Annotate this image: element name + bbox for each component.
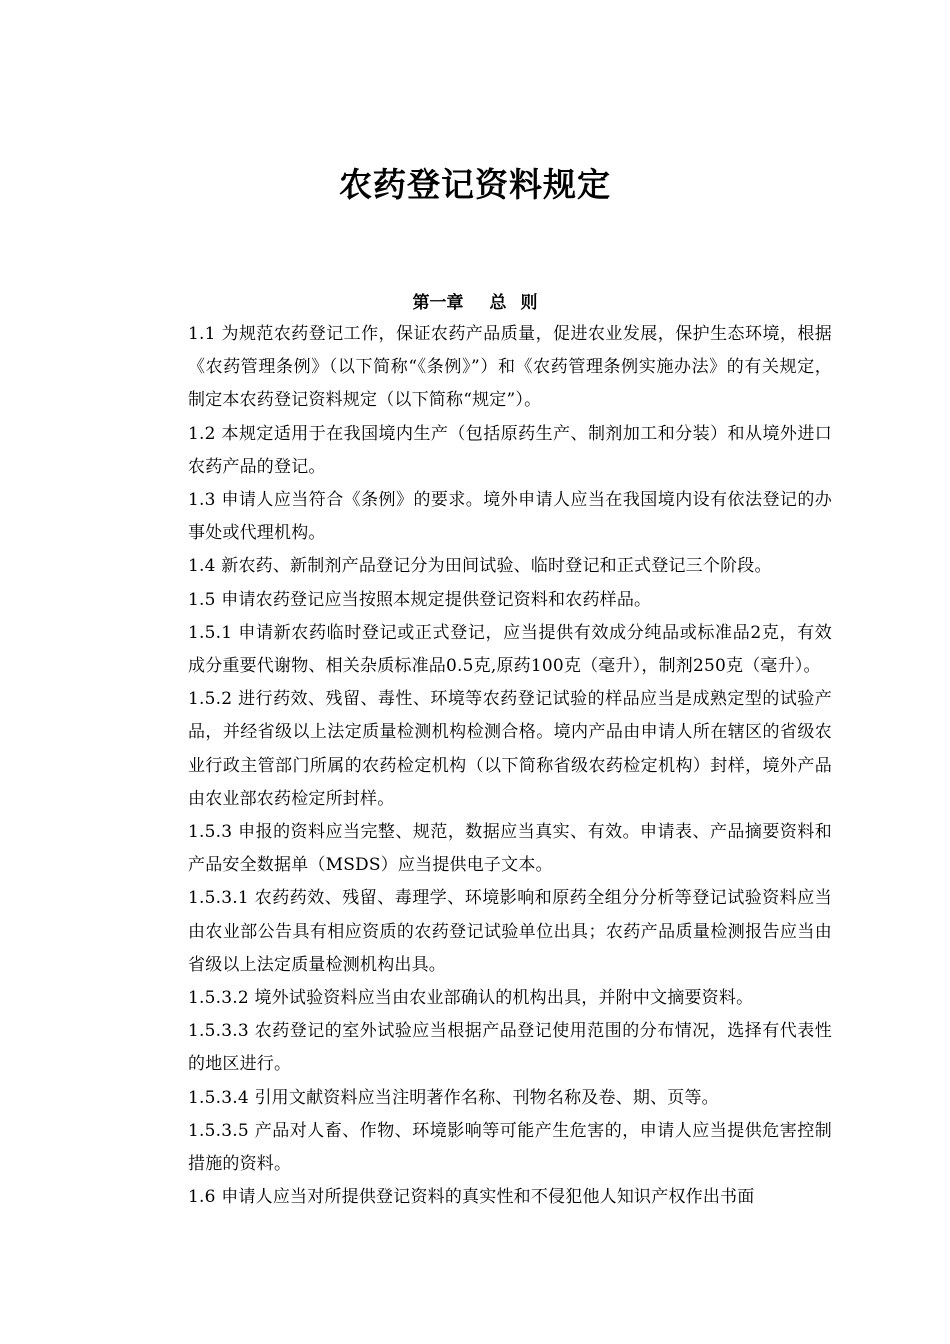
paragraph-1-5-3: 1.5.3 申报的资料应当完整、规范，数据应当真实、有效。申请表、产品摘要资料和产品安全数据单（MSDS）应当提供电子文本。 — [188, 822, 832, 876]
paragraph-1-5-3-5: 1.5.3.5 产品对人畜、作物、环境影响等可能产生危害的，申请人应当提供危害控制措施的资料。 — [188, 1120, 832, 1175]
paragraph-1-6: 1.6 申请人应当对所提供登记资料的真实性和不侵犯他人知识产权作出书面 — [188, 1187, 755, 1208]
document-body — [188, 318, 832, 1214]
paragraph-1-4: 1.4 新农药、新制剂产品登记分为田间试验、临时登记和正式登记三个阶段。 — [188, 556, 772, 577]
document-title: 农药登记资料规定 — [339, 165, 611, 204]
paragraph-1-5-1: 1.5.1 申请新农药临时登记或正式登记，应当提供有效成分纯品或标准品2克，有效成分重要代谢物、相关杂质标准品0.5克,原药100克（毫升），制剂250克（毫升）。 — [188, 622, 832, 677]
paragraph-1-5-2: 1.5.2 进行药效、残留、毒性、环境等农药登记试验的样品应当是成熟定型的试验产品，并经省级以上法定质量检测机构检测合格。境内产品由申请人所在辖区的省级农业行政主管部门所属的农药检定机构（以下简称省级农药检定机构）封样，境外产品由农业部农药检定所封样。 — [188, 689, 832, 809]
chapter-name-part-1: 总 — [489, 293, 507, 313]
chapter-name-part-2: 则 — [520, 293, 538, 313]
paragraph-1-3: 1.3 申请人应当符合《条例》的要求。境外申请人应当在我国境内设有依法登记的办事处或代理机构。 — [188, 490, 832, 544]
paragraph-1-5-3-3: 1.5.3.3 农药登记的室外试验应当根据产品登记使用范围的分布情况，选择有代表性的地区进行。 — [188, 1021, 832, 1075]
paragraph-1-5-3-4: 1.5.3.4 引用文献资料应当注明著作名称、刊物名称及卷、期、页等。 — [188, 1087, 719, 1108]
paragraph-1-2: 1.2 本规定适用于在我国境内生产（包括原药生产、制剂加工和分装）和从境外进口农药产品的登记。 — [188, 423, 832, 477]
chapter-heading — [0, 288, 950, 318]
paragraph-1-5: 1.5 申请农药登记应当按照本规定提供登记资料和农药样品。 — [188, 589, 652, 610]
chapter-number: 第一章 — [412, 293, 464, 313]
paragraph-1-5-3-2: 1.5.3.2 境外试验资料应当由农业部确认的机构出具，并附中文摘要资料。 — [188, 988, 754, 1009]
paragraph-1-1: 1.1 为规范农药登记工作，保证农药产品质量，促进农业发展，保护生态环境，根据《农药管理条例》（以下简称“《条例》”）和《农药管理条例实施办法》的有关规定，制定本农药登记资料规定（以下简称“规定”）。 — [188, 324, 832, 411]
paragraph-1-5-3-1: 1.5.3.1 农药药效、残留、毒理学、环境影响和原药全组分分析等登记试验资料应当由农业部公告具有相应资质的农药登记试验单位出具；农药产品质量检测报告应当由省级以上法定质量检测机构出具。 — [188, 888, 832, 975]
